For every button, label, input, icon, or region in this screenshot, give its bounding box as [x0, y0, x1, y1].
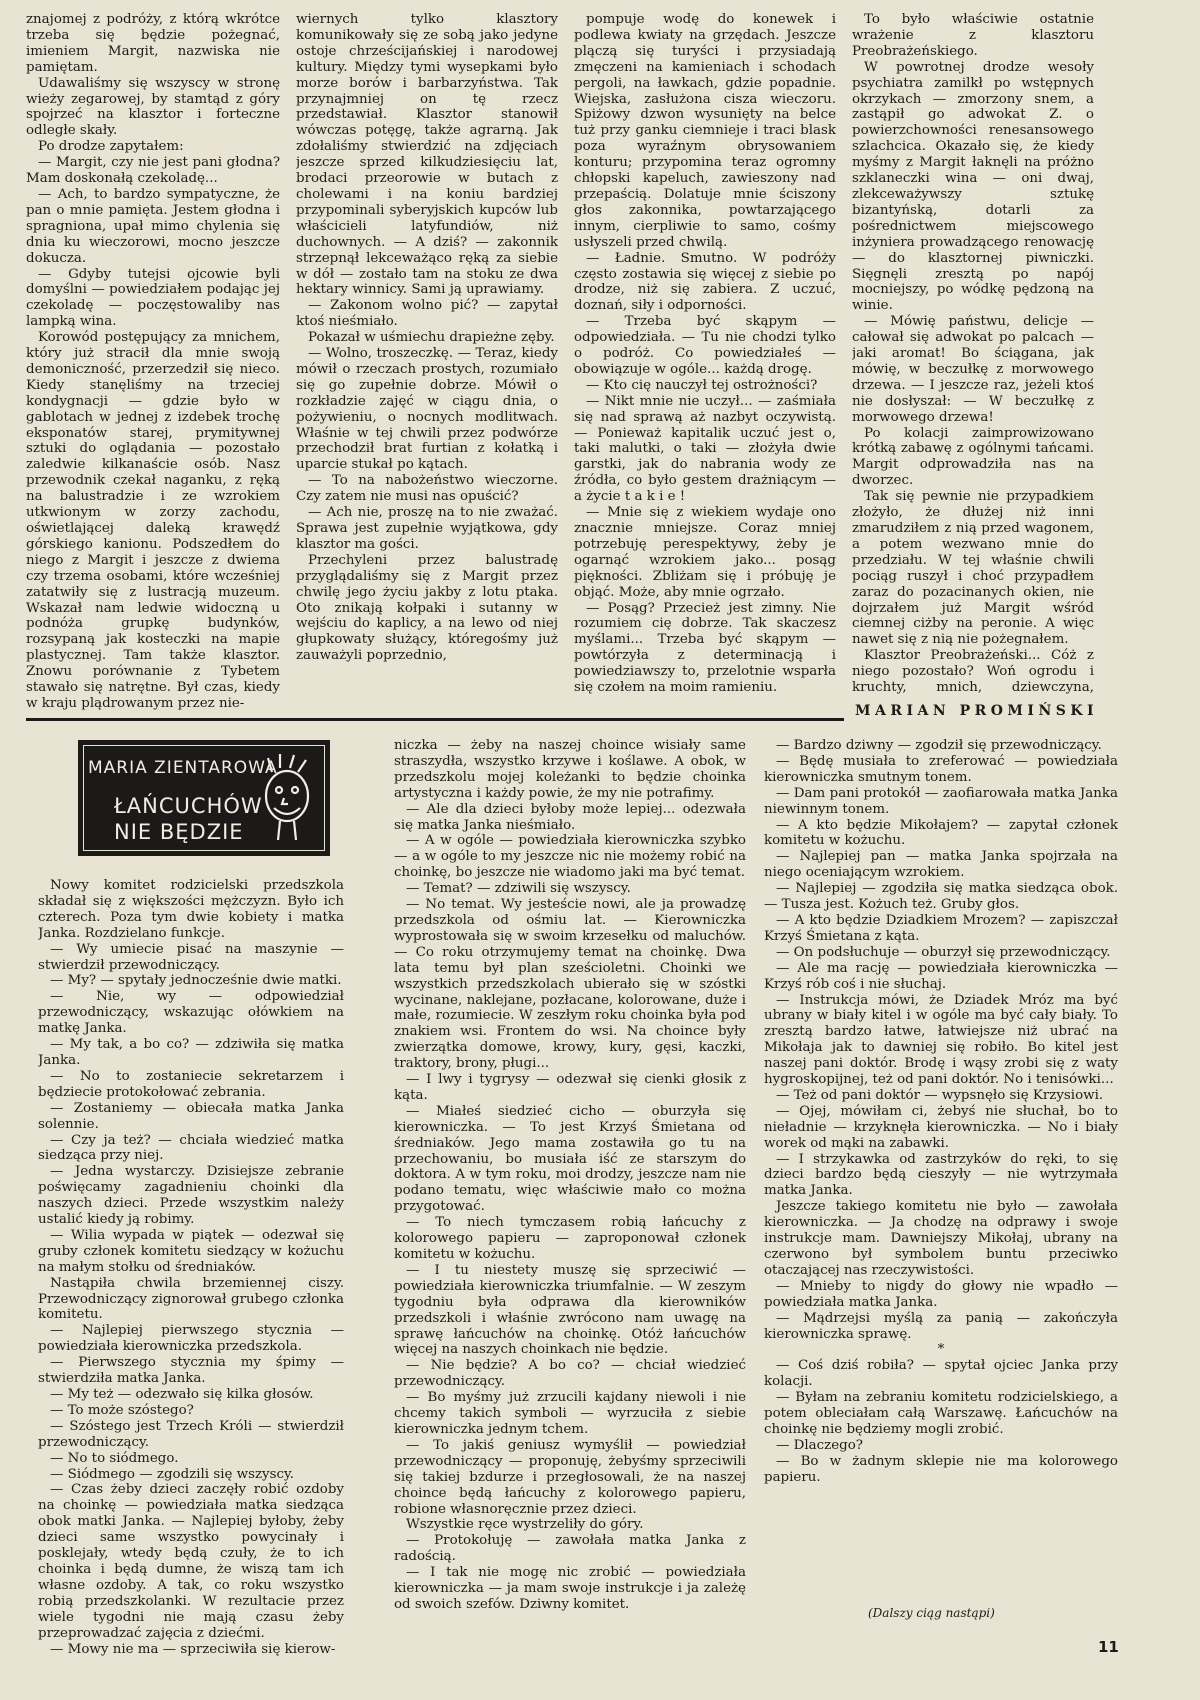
paragraph: — Dam pani protokół — zaofiarowała matka Janka niewinnym tonem. — [764, 785, 1118, 817]
paragraph: — A w ogóle — powiedziała kierowniczka szybko — a w ogóle to my jeszcze nic nie możemy robić na choinkę, bo jeszcze nie wiadomo jaki ma być temat. — [394, 833, 746, 881]
paragraph: — Margit, czy nie jest pani głodna? Mam doskonałą czekoladę... — [26, 155, 280, 187]
paragraph: — On podsłuchuje — oburzył się przewodniczący. — [776, 944, 1111, 960]
paragraph: — To może szóstego? — [50, 1402, 194, 1418]
article2-title-block — [78, 740, 330, 856]
paragraph: — Będę musiała to zreferować — powiedziała kierowniczka smutnym tonem. — [764, 753, 1118, 785]
article1-column-1 — [26, 12, 280, 720]
paragraph: — To jakiś geniusz wymyślił — powiedział przewodniczący — proponuję, żebyśmy sprzeciwili się takiej bzdurze i przegłosowali, że na naszej choince będą łańcuchy z kolorowego papieru, robione własnoręcznie przez dzieci. — [394, 1437, 746, 1517]
article2-author: MARIA ZIENTAROWA — [88, 758, 278, 778]
paragraph: — Wilia wypada w piątek — odezwał się gruby członek komitetu siedzący w kożuchu na małym stołku od średniaków. — [38, 1227, 344, 1275]
paragraph: Nowy komitet rodzicielski przedszkola składał się z większości mężczyzn. Było ich czterech. Poza tym dwie kobiety i matka Janka. Rozdzielano funkcje. — [38, 878, 344, 941]
paragraph: — Siódmego — zgodzili się wszyscy. — [50, 1466, 295, 1482]
paragraph: Udawaliśmy się wszyscy w stronę wieży zegarowej, by stamtąd z góry spojrzeć na klasztor i forteczne odległe skały. — [26, 75, 280, 139]
paragraph: — Posąg? Przecież jest zimny. Nie rozumiem cię dobrze. Tak skaczesz myślami... Trzeba być skąpym — powtórzyła z determinacją i powiedziawszy to, przelotnie wsparła się czołem na moim ramieniu. — [574, 600, 836, 696]
paragraph: — A kto będzie Dziadkiem Mrozem? — zapiszczał Krzyś Śmietana z kąta. — [764, 912, 1118, 944]
paragraph: — Nikt mnie nie uczył... — zaśmiała się nad sprawą aż nazbyt oczywistą. — Ponieważ kapitalik uczuć jest o, taki malutki, o taki — złożyła dwie garstki, jak do nabrania wody ze źródła, co było gestem drażniącym — a życie t a k i e ! — [574, 393, 836, 505]
paragraph: — My też — odezwało się kilka głosów. — [50, 1387, 314, 1402]
paragraph: — Najlepiej — zgodziła się matka siedząca obok. — Tusza jest. Kożuch też. Gruby głos. — [764, 881, 1118, 913]
paragraph: — No temat. Wy jesteście nowi, ale ja prowadzę przedszkola od ośmiu lat. — Kierowniczka wyprostowała się w swoim krzesełku od maluchów. — Co roku otrzymujemy temat na choinkę. Dwa lata temu był plan sześcioletni. Choinki we wszystkich przedszkolach ubierało się w szóstki wycinane, naklejane, pozłacane, kolorowane, duże i małe, rozumiecie. W zeszłym roku choinka była pod znakiem wsi. Frontem do wsi. Na choince były zwierzątka domowe, krowy, kury, gęsi, kaczki, traktory, brony, pługi... — [394, 897, 746, 1072]
paragraph: Po drodze zapytałem: — [38, 139, 184, 155]
paragraph: — To niech tymczasem robią łańcuchy z kolorowego papieru — zaproponował członek komitetu w kożuchu. — [394, 1215, 746, 1262]
paragraph: Nastąpiła chwila brzemiennej ciszy. Przewodniczący zignorował grubego członka komitetu. — [38, 1275, 344, 1323]
paragraph: — I strzykawka od zastrzyków do ręki, to się dzieci bardzo będą cieszyły — nie wytrzymała matka Janka. — [764, 1151, 1118, 1199]
article2-title-line-2: NIE BĘDZIE — [114, 820, 244, 844]
paragraph: — Miałeś siedzieć cicho — oburzyła się kierowniczka. — To jest Krzyś Śmietana od średniaków. Jego mama zostawiła go tu na przechowaniu, bo musiała iść ze starszym do doktora. A w tym roku, moi drodzy, jeszcze nam nie podano tematu, więc właściwie mało co można przygotować. — [394, 1103, 746, 1215]
paragraph: — Coś dziś robiła? — spytał ojciec Janka przy kolacji. — [764, 1358, 1118, 1390]
paragraph: — Nie, wy — odpowiedział przewodniczący, wskazując ołówkiem na matkę Janka. — [38, 989, 344, 1037]
paragraph: — Czy ja też? — chciała wiedzieć matka siedząca przy niej. — [38, 1132, 344, 1164]
paragraph: — Jedna wystarczy. Dzisiejsze zebranie poświęcamy zagadnieniu choinki dla naszych dzieci. Przede wszystkim należy ustalić kiedy ją robimy. — [38, 1164, 344, 1228]
article2-column-2 — [394, 738, 746, 1688]
article1-column-3 — [574, 12, 836, 720]
paragraph: W powrotnej drodze wesoły psychiatra zamilkł po wstępnych okrzykach — zmorzony snem, a zastąpił go adwokat Z. o powierzchowności renesansowego szlachcica. Okazało się, że kiedy myśmy z Margit łaknęli na próżno szklaneczki wina — oni dwaj, zlekceważywszy sztukę bizantyńską, dotarli za pośrednictwem miejscowego inżyniera prowadzącego renowację — do klasztornej piwniczki. Sięgnęli zresztą po napój mocniejszy, po wódkę pędzoną na winie. — [852, 59, 1094, 314]
paragraph: — Zostaniemy — obiecała matka Janka solennie. — [38, 1100, 344, 1132]
paragraph: — Też od pani doktór — wypsnęło się Krzysiowi. — [776, 1087, 1104, 1103]
section-divider — [26, 718, 844, 721]
paragraph: — Bo w żadnym sklepie nie ma kolorowego papieru. — [764, 1453, 1118, 1485]
paragraph: — Pierwszego stycznia my śpimy — stwierdziła matka Janka. — [38, 1355, 344, 1387]
article1-column-2 — [296, 12, 558, 720]
article2-column-3 — [764, 738, 1118, 1600]
paragraph: — Mnieby to nigdy do głowy nie wpadło — powiedziała matka Janka. — [764, 1278, 1118, 1310]
paragraph: — Nie będzie? A bo co? — chciał wiedzieć przewodniczący. — [394, 1358, 746, 1390]
paragraph: pompuje wodę do konewek i podlewa kwiaty na grzędach. Jeszcze plączą się turyści i przysiadają zmęczeni na kamieniach i schodach pergoli, na ławkach, gdzie popadnie. Wiejska, zasłużona cisza wieczoru. Spiżowy dzwon wysunięty na belce tuż przy ganku ciemnieje i traci blask poza wyraźnym obrysowaniem konturu; przypomina teraz ogromny chłopski kapeluch, zawieszony nad przepaścią. Dolatuje mnie ściszony głos zakonnika, powtarzającego innym, cierpliwie to samo, cośmy usłyszeli przed chwilą. — [574, 12, 836, 250]
paragraph: niczka — żeby na naszej choince wisiały same straszydła, wszystko krzywe i koślawe. A obok, w przedszkolu mojej koleżanki to będzie choinka artystyczna i każdy powie, że my nie potrafimy. — [394, 738, 746, 801]
paragraph: — Ale dla dzieci byłoby może lepiej... odezwała się matka Janka nieśmiało. — [394, 801, 746, 833]
page-number: 11 — [1098, 1638, 1119, 1656]
paragraph: — Mowy nie ma — sprzeciwiła się kierow- — [50, 1641, 336, 1657]
paragraph: — To na nabożeństwo wieczorne. Czy zatem nie musi nas opuścić? — [296, 473, 558, 505]
paragraph: — Mądrzejsi myślą za panią — zakończyła kierowniczka sprawę. — [764, 1310, 1118, 1342]
paragraph: — Zakonom wolno pić? — zapytał ktoś nieśmiało. — [296, 298, 558, 330]
paragraph: Korowód postępujący za mnichem, który już stracił dla mnie swoją demoniczność, przerzedził się nieco. Kiedy stanęliśmy na trzeciej kondygnacji — gdzie było w gablotach w jednej z izdebek trochę eksponatów starej, prymitywnej sztuki do oglądania — pozostało zaledwie kilkanaście osób. Nasz przewodnik czekał naganku, z ręką na balustradzie i ze wzrokiem utkwionym w zorzy zachodu, oświetlającej daleką krawędź górskiego kanionu. Podszedłem do niego z Margit i jeszcze z dwiema czy trzema osobami, które wcześniej zatatwiły się z lustracją muzeum. Wskazał nam ledwie widoczną u podnóża grupkę budynków, rozsypaną jak kosteczki na mapie plastycznej. Tam także klasztor. Znowu porównanie z Tybetem stawało się natrętne. Był czas, kiedy w kraju plądrowanym przez nie- — [26, 330, 280, 711]
paragraph: — My tak, a bo co? — zdziwiła się matka Janka. — [38, 1037, 344, 1068]
paragraph: Wszystkie ręce wystrzeliły do góry. — [406, 1517, 644, 1533]
paragraph: Klasztor Preobrażeński... Cóż z niego pozostało? Woń ogrodu i kruchty, mnich, dziewczyna, — [852, 648, 1094, 696]
paragraph: — Bardzo dziwny — zgodził się przewodniczący. — [776, 738, 1102, 753]
paragraph: — Wolno, troszeczkę. — Teraz, kiedy mówił o rzeczach prostych, rozumiało się go zupełnie dobrze. Mówił o rozkładzie zajęć w ciągu dnia, o pożywieniu, o nocnych modlitwach. Właśnie w tej chwili przez podwórze przechodził brat furtian z kołatką i uparcie stukał po kątach. — [296, 346, 558, 473]
paragraph: — Trzeba być skąpym — odpowiedziała. — Tu nie chodzi tylko o podróż. Co powiedziałeś — obowiązuje w ogóle... każdą drogę. — [574, 314, 836, 377]
paragraph: — My? — spytały jednocześnie dwie matki. — [50, 973, 342, 989]
paragraph: — Ale ma rację — powiedziała kierowniczka — Krzyś rób coś i nie słuchaj. — [764, 960, 1118, 992]
paragraph: — No to siódmego. — [50, 1450, 179, 1466]
paragraph: — A kto będzie Mikołajem? — zapytał członek komitetu w kożuchu. — [764, 817, 1118, 849]
paragraph: — Dlaczego? — [776, 1437, 863, 1453]
paragraph: — Gdyby tutejsi ojcowie byli domyślni — powiedziałem podając jej czekoladę — poczęstowaliby nas lampką wina. — [26, 266, 280, 330]
paragraph: Pokazał w uśmiechu drapieżne zęby. — [308, 330, 555, 346]
paragraph: — Ach nie, proszę na to nie zważać. Sprawa jest zupełnie wyjątkowa, gdy klasztor ma gości. — [296, 505, 558, 552]
article2-title-line-1: ŁAŃCUCHÓW — [114, 794, 263, 818]
paragraph: — I lwy i tygrysy — odezwał się cienki głosik z kąta. — [394, 1072, 746, 1103]
paragraph: — Najlepiej pierwszego stycznia — powiedziała kierowniczka przedszkola. — [38, 1323, 344, 1355]
paragraph: To było właściwie ostatnie wrażenie z klasztoru Preobrażeńskiego. — [852, 12, 1094, 59]
paragraph: — Ojej, mówiłam ci, żebyś nie słuchał, bo to nieładnie — krzyknęła kierowniczka. — No i biały worek od mąki na zabawki. — [764, 1103, 1118, 1151]
paragraph: — Szóstego jest Trzech Króli — stwierdził przewodniczący. — [38, 1418, 344, 1450]
paragraph: — Bo myśmy już zrzucili kajdany niewoli i nie chcemy takich symboli — wyrzuciła z siebie kierowniczka jednym tchem. — [394, 1390, 746, 1437]
continued-note: (Dalszy ciąg nastąpi) — [868, 1606, 995, 1620]
paragraph: Jeszcze takiego komitetu nie było — zawołała kierowniczka. — Ja chodzę na odprawy i swoje instrukcje mam. Dawniejszy Mikołaj, ubrany na czerwono był symbolem buntu przeciwko otaczającej nas rzeczywistości. — [764, 1199, 1118, 1278]
article2-column-1 — [38, 878, 344, 1688]
paragraph: — Ładnie. Smutno. W podróży często zostawia się więcej z siebie po drodze, niż się zabiera. Z uczuć, doznań, siły i odporności. — [574, 250, 836, 314]
paragraph: — Instrukcja mówi, że Dziadek Mróz ma być ubrany w biały kitel i w ogóle ma być cały biały. To zresztą bardzo łatwe, łatwiejsze niż ubrać na Mikołaja jak to dawniej się robiło. Bo kitel jest naszej pani doktór. Brodę i wąsy zrobi się z waty hygroskopijnej, też od pani doktór. No i tenisówki... — [764, 992, 1118, 1088]
paragraph: — Najlepiej pan — matka Janka spojrzała na niego oceniającym wzrokiem. — [764, 849, 1118, 881]
cartoon-face-icon — [258, 752, 316, 844]
paragraph: — I tu niestety muszę się sprzeciwić — powiedziała kierowniczka triumfalnie. — W zeszym tygodniu była odprawa dla kierowników przedszkoli i właśnie zwrócono nam uwagę na sprawę łańcuchów na choinkę. Otóż łańcuchów więcej na naszych choinkach nie będzie. — [394, 1262, 746, 1358]
article1-column-4 — [852, 12, 1094, 696]
paragraph: — Kto cię nauczył tej ostrożności? — [586, 377, 818, 393]
paragraph: Tak się pewnie nie przypadkiem złożyło, że dłużej niż inni zmarudziłem z nią przed wagonem, a potem wezwano mnie do przedziału. W tej właśnie chwili pociąg ruszył i choć przypadłem zaraz do pozacinanych okien, nie dojrzałem już Margit wśród ciemnej ciżby na peronie. A więc nawet się z nią nie pożegnałem. — [852, 489, 1094, 648]
paragraph: — Mówię państwu, delicje — całował się adwokat po palcach — jaki aromat! Bo ściągana, jak mówię, w beczułkę z morwowego drzewa. — I jeszcze raz, jeżeli ktoś nie dosłyszał: — W beczułkę z morwowego drzewa! — [852, 314, 1094, 425]
paragraph: * — [937, 1342, 945, 1358]
paragraph: wiernych tylko klasztory komunikowały się ze sobą jako jedyne ostoje chrześcijańskiej i narodowej kultury. Między tymi wysepkami było morze borów i barbarzyństwa. Tak przynajmniej on tę rzecz przedstawiał. Klasztor stanowił wówczas potęgę, także agrarną. Jak zdołaliśmy stwierdzić na zdjęciach jeszcze sprzed kilkudziesięciu lat, brodaci przeorowie w butach z cholewami i na koniu bardziej przypominali syberyjskich kupców lub właścicieli latyfundiów, niż duchownych. — A dziś? — zakonnik strzepnął lekceważąco ręką za siebie w dół — zostało tam na stoku ze dwa hektary winnicy. Sami ją uprawiamy. — [296, 12, 558, 298]
paragraph: — Czas żeby dzieci zaczęły robić ozdoby na choinkę — powiedziała matka siedząca obok matki Janka. — Najlepiej byłoby, żeby dzieci same wszystko powycinały i posklejały, wtedy będą czuły, że to ich choinka i będą dumne, że wiszą tam ich własne ozdoby. A tak, co roku wszystko robią przedszkolanki. W rezultacie przez wiele tygodni nie mają czasu żeby przeprowadzać zajęcia z dziećmi. — [38, 1482, 344, 1641]
paragraph: znajomej z podróży, z którą wkrótce trzeba się będzie pożegnać, imieniem Margit, nazwiska nie pamiętam. — [26, 12, 280, 75]
paragraph: — Protokołuję — zawołała matka Janka z radością. — [394, 1533, 746, 1565]
paragraph: — Byłam na zebraniu komitetu rodzicielskiego, a potem obleciałam całą Warszawę. Łańcuchów na choinkę nie będziemy mogli zrobić. — [764, 1390, 1118, 1437]
paragraph: — I tak nie mogę nic zrobić — powiedziała kierowniczka — ja mam swoje instrukcje i ja zależę od swoich szefów. Dziwny komitet. — [394, 1565, 746, 1612]
paragraph: — Temat? — zdziwili się wszyscy. — [406, 881, 631, 897]
paragraph: — Mnie się z wiekiem wydaje ono znacznie mniejsze. Coraz mniej potrzebuję perespektywy, żeby je ogarnąć wzrokiem jako... posąg piękności. Zbliżam się i próbuję je objąć. Może, aby mnie ogrzało. — [574, 505, 836, 600]
paragraph: Przechyleni przez balustradę przyglądaliśmy się z Margit przez chwilę jego życiu jakby z lotu ptaka. Oto znikają kołpaki i sutanny w wejściu do kaplicy, a na lewo od niej głupkowaty służący, któregośmy już zauważyli poprzednio, — [296, 552, 558, 664]
paragraph: — No to zostaniecie sekretarzem i będziecie protokołować zebrania. — [38, 1068, 344, 1100]
paragraph: Po kolacji zaimprowizowano krótką zabawę z ogólnymi tańcami. Margit odprowadziła nas na dworzec. — [852, 425, 1094, 489]
author-signature: MARIAN PROMIŃSKI — [855, 703, 1099, 719]
paragraph: — Ach, to bardzo sympatyczne, że pan o mnie pamięta. Jestem głodna i spragniona, upał mimo chylenia się dnia ku wieczorowi, mocno jeszcze dokucza. — [26, 186, 280, 266]
paragraph: — Wy umiecie pisać na maszynie — stwierdził przewodniczący. — [38, 941, 344, 973]
